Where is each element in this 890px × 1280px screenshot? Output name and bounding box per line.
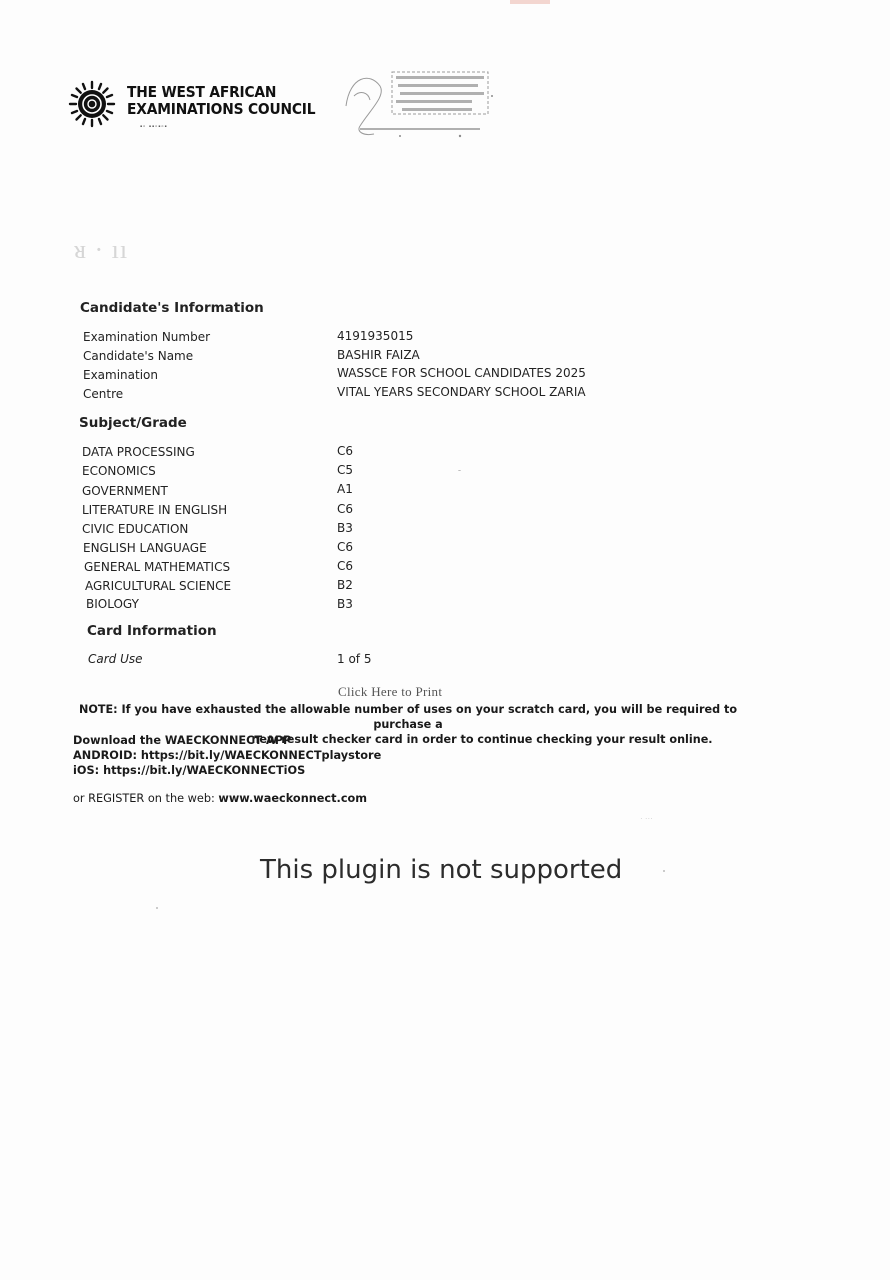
stamp-watermark bbox=[340, 66, 510, 144]
label-exam-number: Examination Number bbox=[83, 330, 211, 344]
subject-grade: C6 bbox=[337, 444, 354, 458]
org-name-line1: THE WEST AFRICAN bbox=[127, 83, 277, 101]
note-line2: new result checker card in order to continue checking your result online. bbox=[251, 733, 713, 746]
subject-grade: C6 bbox=[337, 559, 354, 573]
subject-grade: A1 bbox=[337, 482, 353, 496]
value-centre: VITAL YEARS SECONDARY SCHOOL ZARIA bbox=[337, 385, 586, 399]
subject-name: ENGLISH LANGUAGE bbox=[83, 541, 207, 555]
scan-speck bbox=[458, 470, 461, 471]
org-name-line2: EXAMINATIONS COUNCIL bbox=[127, 100, 316, 118]
ios-link[interactable]: iOS: https://bit.ly/WAECKONNECTiOS bbox=[73, 764, 306, 777]
note-line1: If you have exhausted the allowable number of uses on your scratch card, you will be required to purchase a bbox=[117, 703, 738, 731]
subject-name: AGRICULTURAL SCIENCE bbox=[85, 579, 232, 593]
note-prefix: NOTE: bbox=[78, 703, 118, 716]
org-tagline-mark: ▪▫ ▪▪▫▪▫▪ bbox=[140, 124, 168, 130]
subject-grade: C6 bbox=[337, 502, 354, 516]
label-card-use: Card Use bbox=[88, 652, 143, 666]
label-candidate-name: Candidate's Name bbox=[83, 349, 194, 363]
candidate-info-heading: Candidate's Information bbox=[80, 300, 264, 316]
subject-grade: C5 bbox=[337, 463, 354, 477]
waec-logo-icon bbox=[68, 80, 116, 128]
value-exam-number: 4191935015 bbox=[337, 329, 414, 343]
faded-heading-mark: ᴚ · ıı bbox=[74, 235, 129, 264]
scan-edge-mark bbox=[510, 0, 550, 4]
scan-speck bbox=[156, 907, 158, 909]
scan-smudge: · ··· bbox=[640, 814, 653, 823]
plugin-not-supported-message: This plugin is not supported bbox=[260, 855, 623, 885]
subject-name: ECONOMICS bbox=[82, 464, 156, 478]
subject-grade-heading: Subject/Grade bbox=[79, 415, 187, 431]
subject-name: DATA PROCESSING bbox=[82, 445, 195, 459]
subject-name: LITERATURE IN ENGLISH bbox=[82, 503, 228, 517]
register-line bbox=[73, 792, 367, 805]
subject-grade: B3 bbox=[337, 597, 353, 611]
subject-name: CIVIC EDUCATION bbox=[82, 522, 189, 536]
scan-speck bbox=[663, 870, 665, 872]
subject-grade: C6 bbox=[337, 540, 354, 554]
download-block bbox=[73, 733, 381, 778]
android-link[interactable]: ANDROID: https://bit.ly/WAECKONNECTplaystore bbox=[73, 749, 382, 762]
download-title: Download the WAECKONNECT APP bbox=[73, 734, 292, 747]
value-examination: WASSCE FOR SCHOOL CANDIDATES 2025 bbox=[337, 366, 586, 380]
subject-grade: B3 bbox=[337, 521, 353, 535]
register-url[interactable]: www.waeckonnect.com bbox=[218, 792, 368, 805]
org-name bbox=[127, 84, 315, 118]
print-link[interactable]: Click Here to Print bbox=[338, 684, 443, 699]
subject-grade: B2 bbox=[337, 578, 353, 592]
label-examination: Examination bbox=[83, 368, 159, 382]
subject-name: BIOLOGY bbox=[86, 597, 139, 611]
register-prefix: or REGISTER on the web: bbox=[73, 792, 219, 805]
value-card-use: 1 of 5 bbox=[337, 652, 372, 666]
label-centre: Centre bbox=[83, 387, 124, 401]
card-info-heading: Card Information bbox=[87, 623, 217, 639]
value-candidate-name: BASHIR FAIZA bbox=[337, 348, 420, 362]
subject-name: GOVERNMENT bbox=[82, 484, 168, 498]
subject-name: GENERAL MATHEMATICS bbox=[84, 560, 231, 574]
